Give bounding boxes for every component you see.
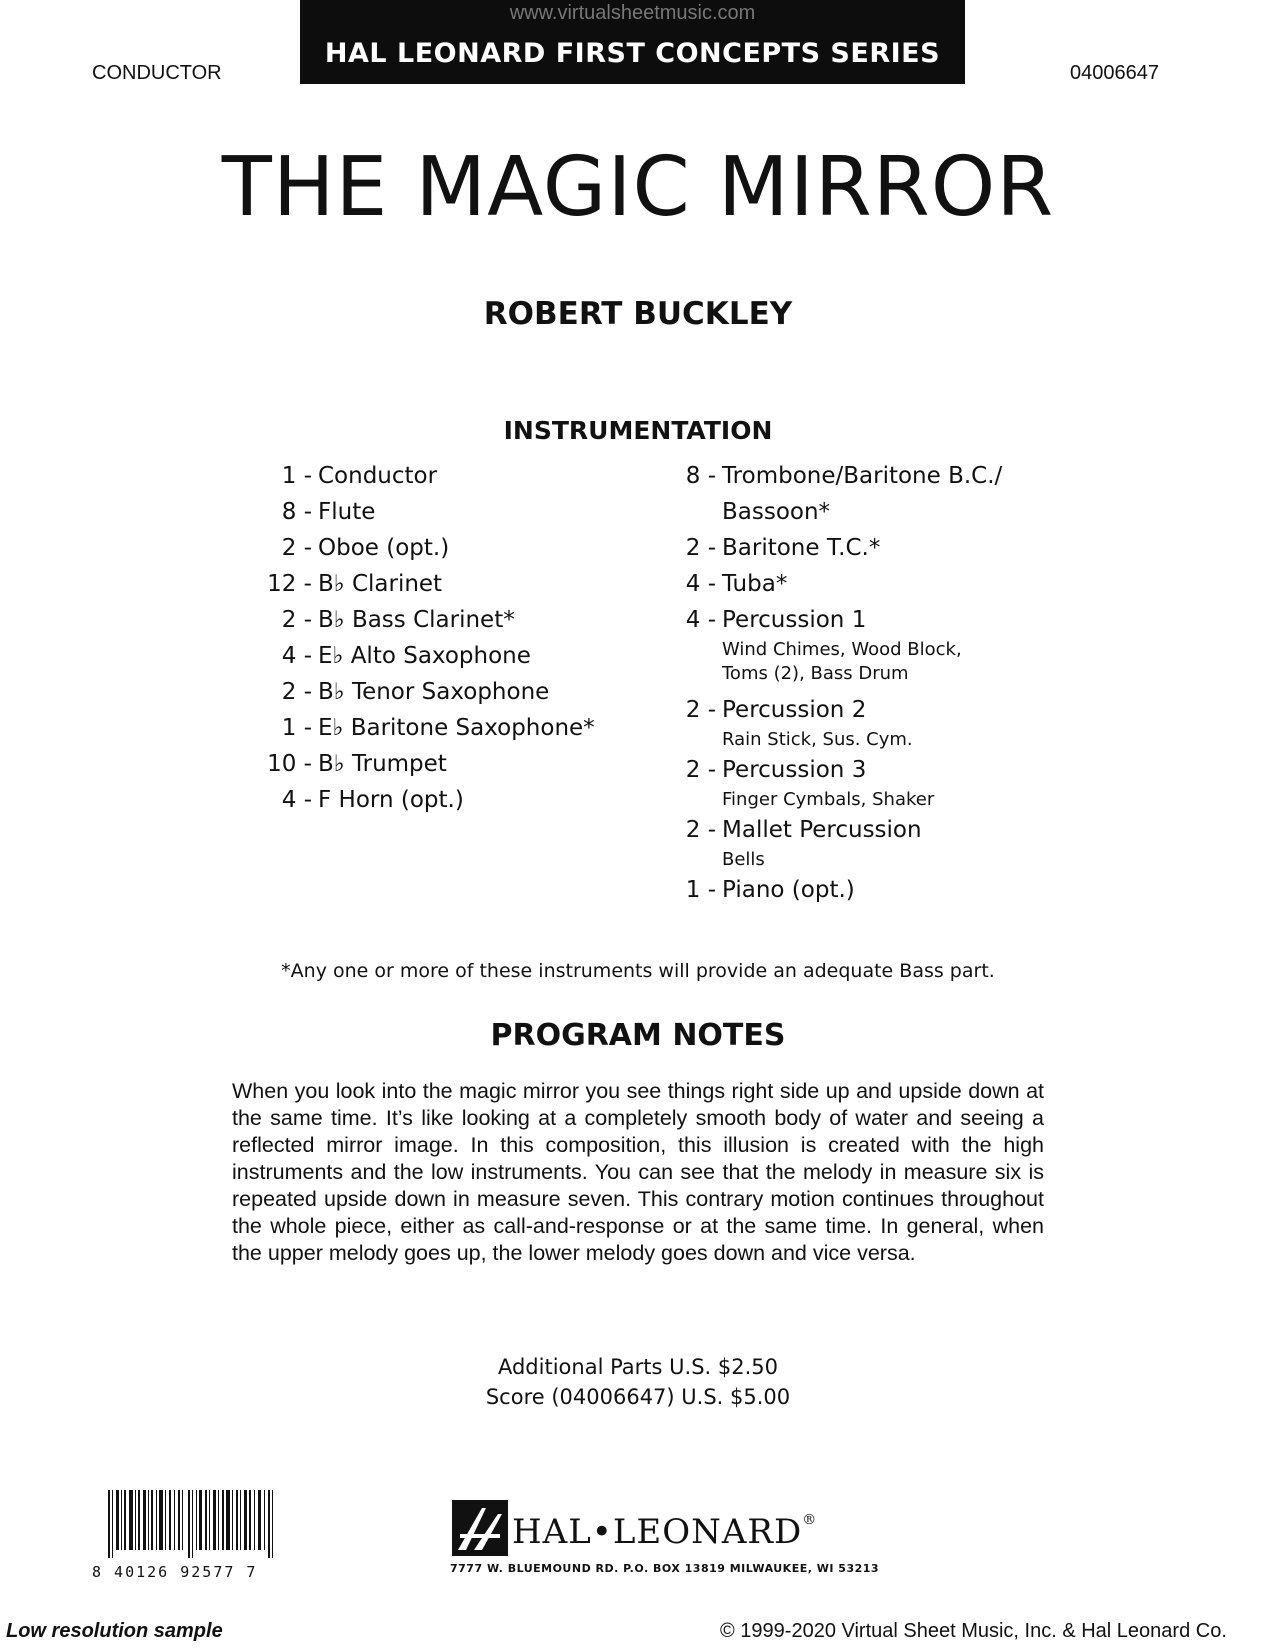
instrument-row [666,494,1086,530]
instrument-block [722,812,922,872]
instrument-qty: 8 - [685,463,716,489]
instrument-name: Bassoon* [722,499,831,525]
registered-mark: ® [802,1512,818,1528]
publisher-address: 7777 W. BLUEMOUND RD. P.O. BOX 13819 MILWAUKEE, WI 53213 [450,1562,880,1575]
instrument-qty: 1 - [281,463,312,489]
instrument-block [722,692,913,752]
barcode-icon [108,1490,283,1558]
instrument-block [722,602,962,686]
instrument-name: B♭ Clarinet [318,571,443,597]
instrument-row [666,692,1086,752]
instrument-name: Tuba* [722,571,788,597]
catalog-number: 04006647 [1070,62,1159,84]
instrument-name: Flute [318,499,376,525]
instrument-name: Percussion 2 [722,697,867,723]
program-notes-body: When you look into the magic mirror you see things right side up and upside down at the same time. It’s like looking at a completely smooth body of water and seeing a reflected mirror image. In this composition, this illusion is created with the high instruments and the low instruments. You can see that the melody in measure six is repeated upside down in measure seven. This contrary motion continues throughout the whole piece, either as call-and-response or at the same time. In general, when the upper melody goes up, the lower melody goes down and vice versa. [232,1079,1044,1265]
instrument-qty: 4 - [685,607,716,633]
instrument-row [240,602,660,638]
instrument-qty: 10 - [267,751,312,777]
instrument-qty: 2 - [685,697,716,723]
instrument-qty: 2 - [281,607,312,633]
instrument-block [722,752,934,812]
instrument-detail: Bells [722,849,765,870]
instrument-name: Trombone/Baritone B.C./ [722,463,1003,489]
instrument-name: Percussion 3 [722,757,867,783]
pricing [0,1352,1276,1412]
instrument-qty: 2 - [685,817,716,843]
instrument-row [666,872,1086,908]
instrument-row [240,530,660,566]
instrument-row [240,638,660,674]
instrument-row [666,752,1086,812]
instrument-qty: 12 - [267,571,312,597]
instrument-name: E♭ Baritone Saxophone* [318,715,595,741]
instrument-detail: Toms (2), Bass Drum [722,663,909,684]
publisher-name [512,1512,817,1552]
publisher-wordmark: HAL•LEONARD [512,1512,803,1552]
instrument-qty: 8 - [281,499,312,525]
instrument-qty: 2 - [281,535,312,561]
instrument-row [240,710,660,746]
instrument-detail: Rain Stick, Sus. Cym. [722,729,913,750]
instrument-qty: 2 - [281,679,312,705]
instrumentation-right-column [666,458,1086,908]
instrument-row [666,602,1086,686]
instrument-name: Oboe (opt.) [318,535,450,561]
bass-footnote: *Any one or more of these instruments will provide an adequate Bass part. [281,960,995,982]
instrument-qty: 4 - [281,643,312,669]
instrument-name: Piano (opt.) [722,877,855,903]
additional-parts-price: Additional Parts U.S. $2.50 [497,1355,778,1379]
hal-leonard-logo-icon [452,1500,508,1556]
instrument-row [240,782,660,818]
instrument-name: Conductor [318,463,438,489]
instrument-qty: 2 - [685,757,716,783]
score-price: Score (04006647) U.S. $5.00 [485,1385,791,1409]
instrument-row [240,494,660,530]
copyright-notice: © 1999-2020 Virtual Sheet Music, Inc. & Hal Leonard Co. [720,1620,1227,1642]
instrument-name: E♭ Alto Saxophone [318,643,531,669]
program-notes-heading: PROGRAM NOTES [490,1018,786,1053]
instrument-qty: 4 - [685,571,716,597]
instrument-qty: 1 - [685,877,716,903]
instrument-row [240,566,660,602]
barcode-number: 8 40126 92577 7 [92,1563,258,1581]
instrument-name: F Horn (opt.) [318,787,464,813]
part-label: CONDUCTOR [92,62,222,84]
low-resolution-notice: Low resolution sample [6,1620,223,1642]
instrument-qty: 1 - [281,715,312,741]
instrumentation-heading: INSTRUMENTATION [503,416,773,445]
instrument-detail: Finger Cymbals, Shaker [722,789,935,810]
instrument-row [666,458,1086,494]
instrument-detail: Wind Chimes, Wood Block, [722,639,962,660]
instrumentation-left-column [240,458,660,818]
instrument-row [240,746,660,782]
instrument-row [666,566,1086,602]
instrument-name: B♭ Tenor Saxophone [318,679,550,705]
instrument-row [240,458,660,494]
instrument-qty: 2 - [685,535,716,561]
instrument-name: B♭ Trumpet [318,751,447,777]
instrument-row [666,812,1086,872]
instrument-row [666,530,1086,566]
instrument-name: Percussion 1 [722,607,867,633]
composer-name: ROBERT BUCKLEY [483,296,793,332]
instrument-row [240,674,660,710]
instrument-name: B♭ Bass Clarinet* [318,607,515,633]
series-title: HAL LEONARD FIRST CONCEPTS SERIES [324,38,941,69]
instrument-name: Mallet Percussion [722,817,922,843]
watermark-url: www.virtualsheetmusic.com [509,2,756,24]
piece-title: THE MAGIC MIRROR [221,140,1055,235]
instrument-name: Baritone T.C.* [722,535,881,561]
instrument-qty: 4 - [281,787,312,813]
